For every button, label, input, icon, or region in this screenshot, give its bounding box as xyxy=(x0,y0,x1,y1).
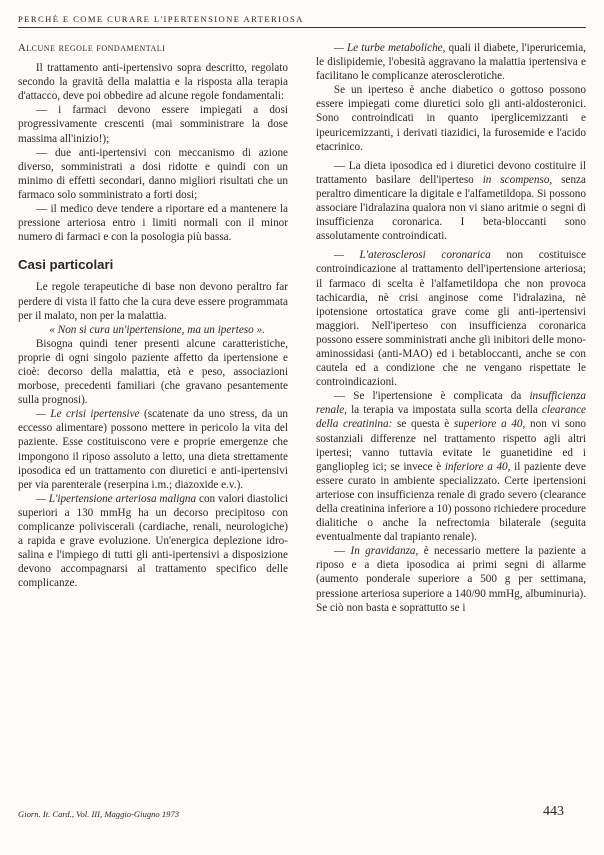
emphasis: in scompenso, xyxy=(482,173,553,186)
paragraph-text: — Se l'ipertensione è complicata da xyxy=(333,390,530,403)
paragraph-text: senza peraltro dimenticare la digitale e l'alfametildopa. Si possono associare l'idralazina qualora non vi siano aritmie o segni di insufficienza coronarica. I beta-bloccanti sono assolutamente controindicati. xyxy=(316,173,586,243)
paragraph-text: non vi sono sostanziali differenze nel trattamento rispetto agli altri ipertesi; vanno tuttavia evitate le guanetidine ed i gangliopleg ici; se invece è xyxy=(316,418,586,473)
paragraph xyxy=(316,159,586,244)
paragraph xyxy=(18,492,288,591)
paragraph-text: — La dieta iposodica ed i diuretici devono costituire il trattamento basilare dell'iperteso xyxy=(316,159,586,186)
paragraph: Le regole terapeutiche di base non devono peraltro far perdere di vista il fatto che la cura deve essere programmata per il malato, non per la malattia. xyxy=(18,281,288,322)
page-number: 443 xyxy=(543,804,564,819)
emphasis: In gravidanza, xyxy=(350,545,419,558)
paragraph-text: la terapia va impostata sulla scorta della xyxy=(346,404,542,417)
paragraph-text: il paziente deve essere curato in ambiente specializzato. Certe ipertensioni arteriose con insufficienza renale di grado severo (clearance della creatinina inferiore a 10) possono richiedere procedure dialitiche o anche la nefrectomia bilaterale (seguita eventualmente dal trapianto renale). xyxy=(316,460,586,544)
paragraph: Bisogna quindi tener presenti alcune caratteristiche, proprie di ogni singolo paziente affetto da ipertensione e cioè: decorso della malattia, età e peso, associazioni morbose, precedenti familiari (che gravano pesantemente sulla prognosi). xyxy=(18,337,288,407)
paragraph-text: è necessario mettere la paziente a riposo e a dieta iposodica ai primi segni di allarme (aumento ponderale superiore a 500 g per settimana, pressione arteriosa superiore a 140/90 mmHg, albuminuria). Se ciò non basta e soprattutto se i xyxy=(316,545,587,614)
paragraph-text: con valori diastolici superiori a 130 mmHg ha un decorso precipitoso con complicanze poliviscerali (cardiache, renali, neurologiche) a rapida e grave evoluzione. Un'energica deplezione idro-salina e l'impiego di tutti gli anti-ipertensivi a disposizione devono accompagnarsi al trattamento specifico delle complicanze. xyxy=(18,492,289,590)
running-header: PERCHÈ E COME CURARE L'IPERTENSIONE ARTERIOSA xyxy=(18,14,586,28)
subheading: Alcune regole fondamentali xyxy=(18,42,166,54)
paragraph: — i farmaci devono essere impiegati a dosi progressivamente crescenti (mai somministrare la dose massima all'inizio!); xyxy=(18,104,288,145)
paragraph xyxy=(316,248,586,389)
paragraph-text: quali il diabete, l'iperuricemia, le dislipidemie, l'obesità aggravano la malattia ipertensiva e facilitano le complicanze aterosclerotiche. xyxy=(316,42,586,83)
emphasis: clearance della creatinina: xyxy=(316,404,586,431)
paragraph-text: (scatenate da uno stress, da un eccesso alimentare) possono mettere in pericolo la vita del paziente. Esse costituiscono vere e proprie emergenze che impongono il riposo assoluto a letto, una dieta strettamente iposodica ed un trattamento con diuretici e anti-ipertensivi per via parenterale (reserpina i.m.; diazoxide e.v.). xyxy=(18,408,289,491)
emphasis: superiore a 40, xyxy=(453,418,526,431)
emphasis: — L'ipertensione arteriosa maligna xyxy=(35,492,197,505)
paragraph-text: se questa è xyxy=(392,418,454,431)
quote-text: « Non si cura un'ipertensione, ma un iperteso ». xyxy=(49,323,265,336)
journal-citation: Giorn. It. Card., Vol. III, Maggio-Giugno 1973 xyxy=(18,809,180,819)
paragraph xyxy=(316,544,586,614)
section-title: Casi particolari xyxy=(18,257,114,273)
paragraph xyxy=(18,407,288,492)
emphasis: — L'aterosclerosi coronarica xyxy=(333,249,491,262)
paragraph xyxy=(316,41,586,83)
paragraph-text: — xyxy=(333,545,351,558)
emphasis: — Le crisi ipertensive xyxy=(35,408,140,421)
emphasis: — Le turbe metaboliche, xyxy=(333,42,446,54)
paragraph-text: non costituisce controindicazione al trattamento dell'ipertensione arteriosa; il farmaco di scelta è l'alfametildopa che non provoca tachicardia, nè crisi anginose come l'idralazina, nè ipotensione ortostatica grave come gli anti-ipertensivi maggiori. Nell'iperteso con insufficienza coronarica possono essere somministrati anche gli inibitori delle mono-aminossidasi (anti-MAO) ed i betabloccanti, anche se con cautela ed a condizione che ne vengano rispettate le controindicazioni. xyxy=(316,249,587,389)
left-column xyxy=(18,41,288,590)
paragraph: — due anti-ipertensivi con meccanismo di azione diverso, somministrati a dosi ridotte e quindi con un minimo di effetti secondari, danno migliori risultati che un farmaco solo somministrato a forti dosi; xyxy=(18,146,288,201)
paragraph xyxy=(316,389,586,544)
quote xyxy=(18,323,288,337)
footer xyxy=(18,804,586,819)
paragraph: Se un iperteso è anche diabetico o gottoso possono essere impiegati come diuretici solo gli anti-aldosteronici. Sono controindicati in quanto iperglicemizzanti e ipeuricemizzanti, i derivati tiazidici, la furosemide e l'acido etacrinico. xyxy=(316,84,586,153)
emphasis: inferiore a 40, xyxy=(444,460,511,473)
emphasis: insufficienza renale, xyxy=(316,390,586,417)
right-column xyxy=(316,41,586,615)
paragraph: Il trattamento anti-ipertensivo sopra descritto, regolato secondo la gravità della malattia e la risposta alla terapia d'attacco, deve poi obbedire ad alcune regole fondamentali: xyxy=(18,62,288,103)
paragraph: — il medico deve tendere a riportare ed a mantenere la pressione arteriosa entro i limiti normali con il minor numero di farmaci e con la posologia più bassa. xyxy=(18,203,288,244)
